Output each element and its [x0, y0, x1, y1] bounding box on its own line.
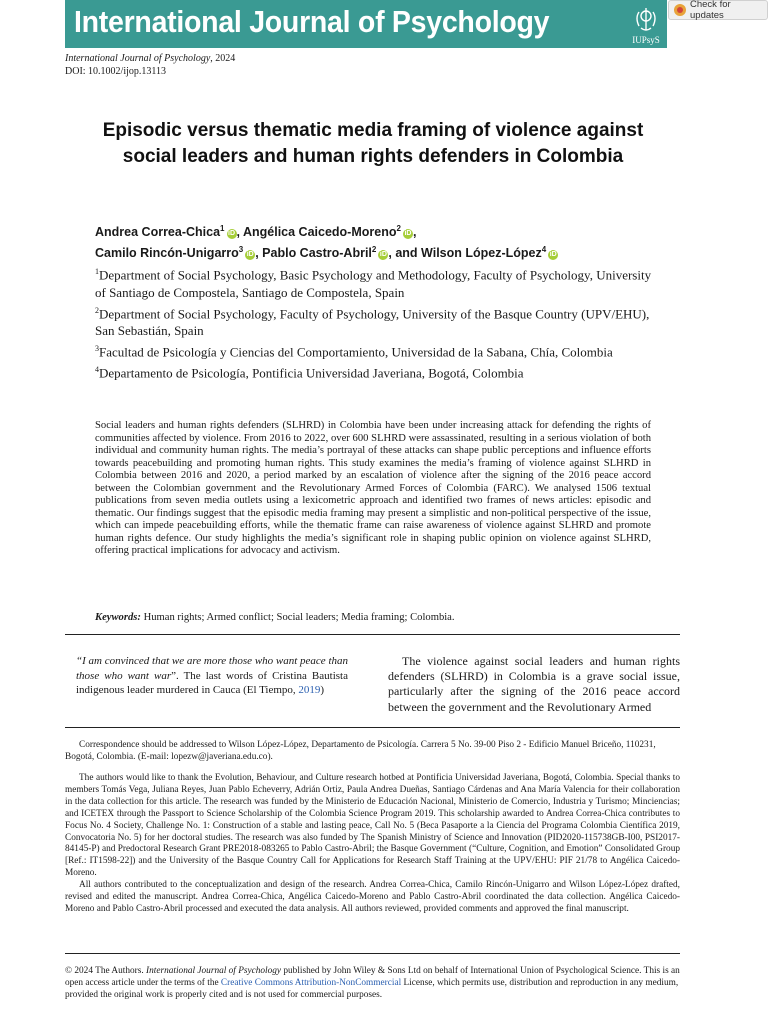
author-separator: , and: [388, 246, 422, 261]
license-journal: International Journal of Psychology: [146, 966, 282, 976]
license-text-end: License, which permits use, distribution and reproduction in any medium, provided the original work is properly cited and is not used for commercial purposes.: [65, 978, 679, 1000]
license-copyright: © 2024 The Authors.: [65, 966, 147, 976]
correspondence-note: Correspondence should be addressed to Wilson López-López, Departamento de Psicología. Carrera 5 No. 39-00 Piso 2 - Edificio Manuel Briceño, 110231, Bogotá, Colombia. (E-mail: lopezw@javeriana.edu.co).: [65, 740, 656, 763]
orcid-icon[interactable]: iD: [379, 251, 387, 259]
author-affil-sup: 3: [238, 245, 244, 255]
author-affil-sup: 4: [541, 245, 547, 255]
affiliation: [95, 361, 655, 382]
epigraph-quote: [76, 654, 348, 698]
affiliation-sup: 1: [95, 267, 99, 276]
citation-meta: [65, 52, 235, 78]
author-affil-sup: 2: [371, 245, 377, 255]
crossmark-icon: [674, 4, 686, 16]
license-link[interactable]: Creative Commons Attribution-NonCommercial: [220, 978, 402, 988]
affiliation: [95, 302, 655, 341]
affiliation-sup: 3: [95, 344, 99, 354]
author-affil-sup: 2: [396, 224, 401, 233]
affiliation-text: Departamento de Psicología, Pontificia Universidad Javeriana, Bogotá, Colombia: [99, 365, 524, 381]
quote-text: “I am convinced that we are more those who want peace than those who want war: [76, 655, 348, 682]
keywords-list: Human rights; Armed conflict; Social leaders; Media framing; Colombia.: [143, 612, 455, 623]
journal-header-bar: [65, 0, 667, 48]
meta-doi: DOI: 10.1002/ijop.13113: [65, 66, 167, 77]
affiliation: [95, 263, 655, 302]
check-for-updates-button[interactable]: [668, 0, 768, 20]
acknowledgements: [65, 773, 680, 916]
author-separator: ,: [412, 225, 417, 240]
license-notice: [65, 965, 680, 1001]
affiliation-sup: 2: [95, 305, 99, 315]
meta-year: , 2024: [210, 53, 236, 64]
author-name: Wilson López-López: [421, 246, 542, 261]
quote-end: ): [320, 684, 325, 697]
affiliation-text: Facultad de Psicología y Ciencias del Comportamiento, Universidad de la Sabana, Chía, Colombia: [99, 344, 613, 360]
check-updates-label: Check for updates: [690, 0, 731, 21]
orcid-icon[interactable]: iD: [246, 251, 254, 259]
keywords: [95, 612, 651, 623]
quote-close: ”: [171, 669, 177, 682]
contribution-paragraph: All authors contributed to the conceptualization and design of the research. Andrea Correa-Chica, Camilo Rincón-Unigarro and Wilson López-López drafted, revised and edited the manuscript. Andrea Correa-Chica, Angélica Caicedo-Moreno and Pablo Castro-Abril coordinated the data collection. Angélica Caicedo-Moreno and Pablo Castro-Abril processed and executed the data analysis. All authors reviewed, provided comments and approved the final manuscript.: [65, 880, 680, 914]
quote-attribution: . The last words of Cristina Bautista indigenous leader murdered in Cauca (El Tiempo,: [76, 669, 348, 697]
journal-name: International Journal of Psychology: [74, 4, 550, 39]
affiliation: [95, 340, 655, 361]
author-name: Pablo Castro-Abril: [262, 246, 372, 261]
article-title: Episodic versus thematic media framing of violence against social leaders and human rights defenders in Colombia: [102, 120, 644, 167]
intro-paragraph: The violence against social leaders and human rights defenders (SLHRD) in Colombia is a grave social issue, particularly after the signing of the 2016 peace accord between the government and the Revolutionary Armed: [388, 654, 680, 714]
author-list: [95, 220, 655, 262]
author-separator: ,: [255, 246, 263, 261]
divider: [65, 634, 680, 635]
author-name: Angélica Caicedo-Moreno: [242, 225, 397, 240]
iupsys-logo: [629, 4, 663, 46]
affiliation-text: Department of Social Psychology, Faculty of Psychology, University of the Basque Country (UPV/EHU), San Sebastián, Spain: [95, 305, 650, 339]
license-text: published by John Wiley & Sons Ltd on behalf of International Union of Psychological Science. This is an open access article under the terms of the: [65, 966, 680, 988]
author-name: Camilo Rincón-Unigarro: [95, 246, 239, 261]
author-separator: ,: [236, 225, 243, 240]
acknowledgement-paragraph: The authors would like to thank the Evolution, Behaviour, and Culture research hotbed at Pontificia Universidad Javeriana, Bogotá, Colombia. Special thanks to members Tomás Vega, Juliana Reyes, Juan Pablo Echeverry, Adrián Ortiz, Paula Andrea Dueñas, Santiago Cárdenas and Ana María Valencia for their collaboration in the data collection for this article. The research was funded by the Ministerio de Educación Nacional, Ministerio de Comercio, Industria y Turismo; Minciencias; and ICETEX through the Passport to Science Scholarship of the Colombia Science Program 2019. This scholarship awarded to Andrea Correa-Chica contributes to Focus No. 4 Society, Challenge No. 1: Construction of a stable and lasting peace, Call No. 5 (Beca Pasaporte a la Ciencia del Programa Colombia Científica 2019, Convocatoria No. 5) for her doctoral studies. The research was also funded by The Spanish Ministry of Science and Innovation (PID2020-115738GB-I00, PSI2017-84145-P) and Predoctoral Research Grant PRE2018-083265 to Pablo Castro-Abril; the Basque Government (“Culture, Cognition, and Emotion” Consolidated Group [Ref.: IT1598-22]) and the University of the Basque Country Call for Applications for Research Staff Training at the UPV/EHU: PIF 21/78 to Angélica Caicedo-Moreno.: [65, 773, 680, 879]
orcid-icon[interactable]: iD: [549, 251, 557, 259]
citation-link[interactable]: 2019: [298, 684, 321, 697]
affiliation-text: Department of Social Psychology, Basic Psychology and Methodology, Faculty of Psychology, University of Santiago de Compostela, Santiago de Compostela, Spain: [95, 267, 652, 300]
affiliation-sup: 4: [95, 364, 99, 374]
divider: [65, 953, 680, 954]
keywords-label: Keywords:: [95, 612, 141, 623]
orcid-icon[interactable]: iD: [404, 230, 412, 238]
meta-journal: International Journal of Psychology: [65, 53, 211, 64]
author-affil-sup: 1: [220, 224, 225, 233]
affiliations: [95, 263, 655, 382]
divider: [65, 727, 680, 728]
author-name: Andrea Correa-Chica: [95, 225, 221, 240]
abstract: Social leaders and human rights defenders (SLHRD) in Colombia have been under increasing attack for defending the rights of communities affected by violence. From 2016 to 2022, over 600 SLHRD were assassinated, resulting in a serious violation of both individual and community human rights. The media’s portrayal of these attacks can shape public perceptions and influence efforts towards peacebuilding and promoting human rights. This study examines the media’s framing of violence against SLHRD in Colombia between 2016 and 2020, a period marked by an escalation of violence after the signing of the 2016 peace accord between the Colombian government and the Revolutionary Armed Forces of Colombia (FARC). We analysed 1506 textual publications from seven media outlets using a lexicometric approach and identified two frames of news articles: episodic and thematic. Our findings suggest that the episodic media framing may present a simplistic and non-political perspective of the issue, which can impede peacebuilding efforts, while the thematic frame can raise awareness of violence against SLHRD and promote human rights defence. Our study highlights the media’s significant role in shaping public opinion on violence against SLHRD, offering practical implications for advocacy and activism.: [95, 420, 651, 556]
laurel-logo-icon: [629, 4, 663, 34]
orcid-icon[interactable]: iD: [228, 230, 235, 238]
logo-text: IUPsyS: [632, 35, 660, 45]
